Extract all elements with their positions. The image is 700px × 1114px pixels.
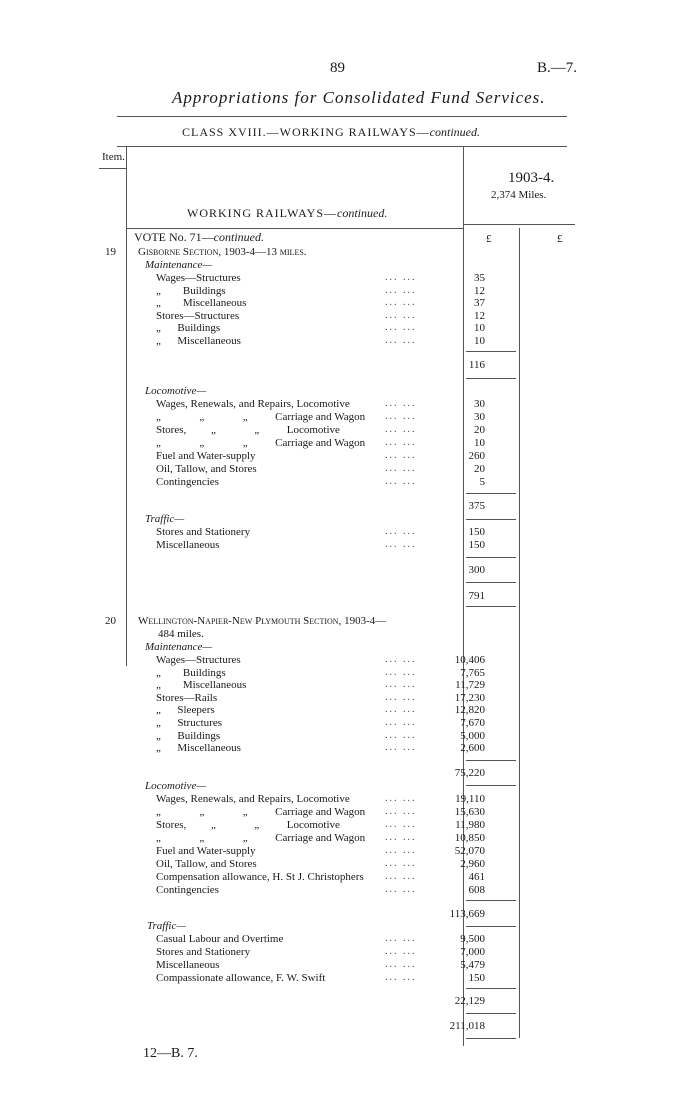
- year-header-rule: [463, 224, 575, 225]
- leader-dots: ... ...: [385, 729, 417, 741]
- leader-dots: ... ...: [385, 297, 417, 308]
- line-item-amount: 20: [474, 463, 485, 475]
- leader-dots: ... ...: [385, 845, 417, 856]
- leader-dots: ... ...: [385, 717, 417, 728]
- page-number: 89: [330, 60, 345, 76]
- line-item-amount: 10: [474, 322, 485, 334]
- line-item-amount: 19,110: [455, 793, 485, 805]
- line-item-label: „ Buildings: [156, 729, 221, 742]
- line-item-label: „ „ „ Carriage and Wagon: [156, 832, 366, 844]
- document-reference: B.—7.: [537, 60, 578, 76]
- line-item-label: „ „ „ Carriage and Wagon: [156, 411, 366, 423]
- line-item-label: Wages, Renewals, and Repairs, Locomotive: [156, 793, 350, 805]
- line-item-label: Stores, „ „ Locomotive: [156, 424, 340, 436]
- item-title: Wellington-Napier-New Plymouth Section, 1903-4—: [138, 615, 387, 627]
- year-header: 1903-4.: [508, 170, 555, 186]
- maintenance-subtotal: 116: [468, 359, 485, 371]
- line-item-label: Miscellaneous: [156, 539, 220, 551]
- line-item-amount: 10: [474, 334, 485, 347]
- leader-dots: ... ...: [385, 463, 417, 474]
- line-item-amount: 52,070: [454, 845, 485, 857]
- line-item-amount: 150: [468, 526, 485, 538]
- leader-dots: ... ...: [385, 450, 417, 461]
- line-item-label: Contingencies: [156, 476, 219, 488]
- subtotal-rule: [466, 557, 516, 558]
- subtotal-rule: [466, 926, 516, 927]
- leader-dots: ... ...: [385, 959, 417, 970]
- leader-dots: ... ...: [385, 832, 417, 843]
- line-item-label: „ Buildings: [156, 322, 221, 334]
- leader-dots: ... ...: [385, 884, 417, 895]
- leader-dots: ... ...: [385, 654, 417, 665]
- class-title: CLASS XVIII.—WORKING RAILWAYS—continued.: [182, 125, 480, 139]
- line-item-amount: 461: [468, 871, 485, 883]
- leader-dots: ... ...: [385, 666, 417, 678]
- line-item-amount: 15,630: [454, 806, 485, 818]
- subtotal-rule: [466, 493, 516, 494]
- line-item-label: „ Buildings: [156, 284, 226, 297]
- leader-dots: ... ...: [385, 793, 417, 804]
- line-item-label: Compensation allowance, H. St J. Christophers: [156, 871, 364, 883]
- leader-dots: ... ...: [385, 411, 417, 422]
- subtotal-rule: [466, 519, 516, 520]
- leader-dots: ... ...: [385, 742, 417, 754]
- line-item-label: Fuel and Water-supply: [156, 845, 256, 857]
- line-item-label: Stores and Stationery: [156, 946, 251, 958]
- line-item-label: Miscellaneous: [156, 959, 220, 971]
- maintenance-heading: Maintenance—: [145, 259, 213, 271]
- line-item-amount: 12,820: [454, 704, 485, 717]
- vote-heading: VOTE No. 71—continued.: [134, 230, 264, 244]
- subtotal-rule: [466, 988, 516, 989]
- line-item-label: Oil, Tallow, and Stores: [156, 463, 257, 475]
- line-item-amount: 5,000: [460, 729, 485, 742]
- line-item-label: Casual Labour and Overtime: [156, 933, 284, 945]
- line-item-amount: 10,406: [454, 654, 485, 666]
- leader-dots: ... ...: [385, 871, 417, 882]
- line-item-amount: 2,960: [460, 858, 485, 870]
- line-item-amount: 608: [468, 884, 485, 896]
- section-heading: WORKING RAILWAYS—continued.: [187, 206, 388, 220]
- subtotal-rule: [466, 351, 516, 352]
- line-item-amount: 7,000: [460, 946, 485, 958]
- line-item-label: Stores—Structures: [156, 309, 240, 322]
- line-item-label: „ Buildings: [156, 666, 226, 679]
- line-item-label: „ Structures: [156, 717, 222, 729]
- amount-subcolumn-divider: [519, 228, 520, 1038]
- item-column-divider: [126, 146, 127, 666]
- leader-dots: ... ...: [385, 539, 417, 550]
- maintenance-subtotal: 75,220: [454, 767, 485, 779]
- line-item-label: „ Miscellaneous: [156, 679, 247, 692]
- leader-dots: ... ...: [385, 272, 417, 283]
- line-item-label: Compassionate allowance, F. W. Swift: [156, 972, 326, 984]
- page-footer-reference: 12—B. 7.: [143, 1046, 198, 1061]
- subtotal-rule: [466, 1013, 516, 1014]
- line-item-label: Wages, Renewals, and Repairs, Locomotive: [156, 398, 350, 410]
- line-item-amount: 5: [479, 476, 485, 488]
- leader-dots: ... ...: [385, 334, 417, 346]
- traffic-heading: Traffic—: [145, 513, 185, 525]
- subtotal-rule: [466, 760, 516, 761]
- traffic-heading: Traffic—: [147, 920, 187, 932]
- subtotal-rule: [466, 1038, 516, 1039]
- subtotal-rule: [466, 606, 516, 607]
- item-title-continuation: 484 miles.: [158, 628, 204, 640]
- leader-dots: ... ...: [385, 679, 417, 691]
- line-item-amount: 5,479: [460, 959, 485, 971]
- line-item-label: Stores—Rails: [156, 691, 218, 704]
- line-item-amount: 260: [468, 450, 485, 462]
- line-item-amount: 17,230: [454, 691, 485, 704]
- leader-dots: ... ...: [385, 322, 417, 333]
- miles-header: 2,374 Miles.: [491, 189, 547, 201]
- line-item-label: „ „ „ Carriage and Wagon: [156, 806, 366, 818]
- leader-dots: ... ...: [385, 424, 417, 435]
- line-item-amount: 10: [474, 437, 485, 449]
- title-rule: [117, 116, 567, 117]
- pound-sign-column-1: £: [486, 233, 492, 245]
- leader-dots: ... ...: [385, 284, 417, 296]
- item-number: 19: [105, 246, 116, 258]
- line-item-amount: 11,729: [455, 679, 485, 692]
- leader-dots: ... ...: [385, 933, 417, 944]
- leader-dots: ... ...: [385, 806, 417, 817]
- class-rule: [117, 146, 567, 147]
- line-item-label: Stores, „ „ Locomotive: [156, 819, 340, 831]
- locomotive-subtotal: 113,669: [449, 908, 485, 920]
- section-rule: [126, 228, 463, 229]
- line-item-label: Contingencies: [156, 884, 219, 896]
- line-item-label: Fuel and Water-supply: [156, 450, 256, 462]
- leader-dots: ... ...: [385, 309, 417, 321]
- locomotive-subtotal: 375: [468, 500, 485, 512]
- subtotal-rule: [466, 900, 516, 901]
- leader-dots: ... ...: [385, 476, 417, 487]
- subtotal-rule: [466, 785, 516, 786]
- line-item-label: Wages—Structures: [156, 272, 241, 284]
- line-item-amount: 12: [474, 309, 485, 322]
- line-item-amount: 150: [468, 539, 485, 551]
- subtotal-rule: [466, 582, 516, 583]
- line-item-label: Stores and Stationery: [156, 526, 251, 538]
- line-item-amount: 10,850: [454, 832, 485, 844]
- leader-dots: ... ...: [385, 819, 417, 830]
- leader-dots: ... ...: [385, 691, 417, 703]
- pound-sign-column-2: £: [557, 233, 563, 245]
- line-item-label: Oil, Tallow, and Stores: [156, 858, 257, 870]
- item-column-header: Item.: [102, 151, 125, 163]
- line-item-amount: 150: [468, 972, 485, 984]
- line-item-amount: 37: [474, 297, 485, 309]
- leader-dots: ... ...: [385, 526, 417, 537]
- leader-dots: ... ...: [385, 858, 417, 869]
- line-item-amount: 30: [474, 411, 485, 423]
- leader-dots: ... ...: [385, 437, 417, 448]
- line-item-amount: 30: [474, 398, 485, 410]
- line-item-amount: 7,765: [460, 666, 485, 679]
- line-item-amount: 11,980: [455, 819, 485, 831]
- line-item-label: „ Miscellaneous: [156, 297, 247, 309]
- line-item-label: Wages—Structures: [156, 654, 241, 666]
- line-item-amount: 20: [474, 424, 485, 436]
- maintenance-heading: Maintenance—: [145, 641, 213, 653]
- line-item-amount: 12: [474, 284, 485, 297]
- line-item-label: „ Miscellaneous: [156, 334, 241, 347]
- page-title: Appropriations for Consolidated Fund Services.: [172, 88, 546, 107]
- traffic-subtotal: 22,129: [454, 995, 485, 1007]
- leader-dots: ... ...: [385, 704, 417, 716]
- locomotive-heading: Locomotive—: [145, 385, 207, 397]
- line-item-label: „ Sleepers: [156, 704, 215, 717]
- item-total: 791: [468, 590, 485, 602]
- item-header-rule: [99, 168, 126, 169]
- locomotive-heading: Locomotive—: [145, 780, 207, 792]
- leader-dots: ... ...: [385, 972, 417, 983]
- leader-dots: ... ...: [385, 398, 417, 409]
- line-item-amount: 9,500: [460, 933, 485, 945]
- traffic-subtotal: 300: [468, 564, 485, 576]
- subtotal-rule: [466, 378, 516, 379]
- line-item-label: „ „ „ Carriage and Wagon: [156, 437, 366, 449]
- item-number: 20: [105, 615, 116, 627]
- item-title: Gisborne Section, 1903-4—13 miles.: [138, 246, 307, 258]
- line-item-amount: 35: [474, 272, 485, 284]
- line-item-amount: 7,670: [460, 717, 485, 729]
- leader-dots: ... ...: [385, 946, 417, 957]
- line-item-amount: 2,600: [460, 742, 485, 755]
- item-total: 211,018: [449, 1020, 485, 1032]
- line-item-label: „ Miscellaneous: [156, 742, 241, 755]
